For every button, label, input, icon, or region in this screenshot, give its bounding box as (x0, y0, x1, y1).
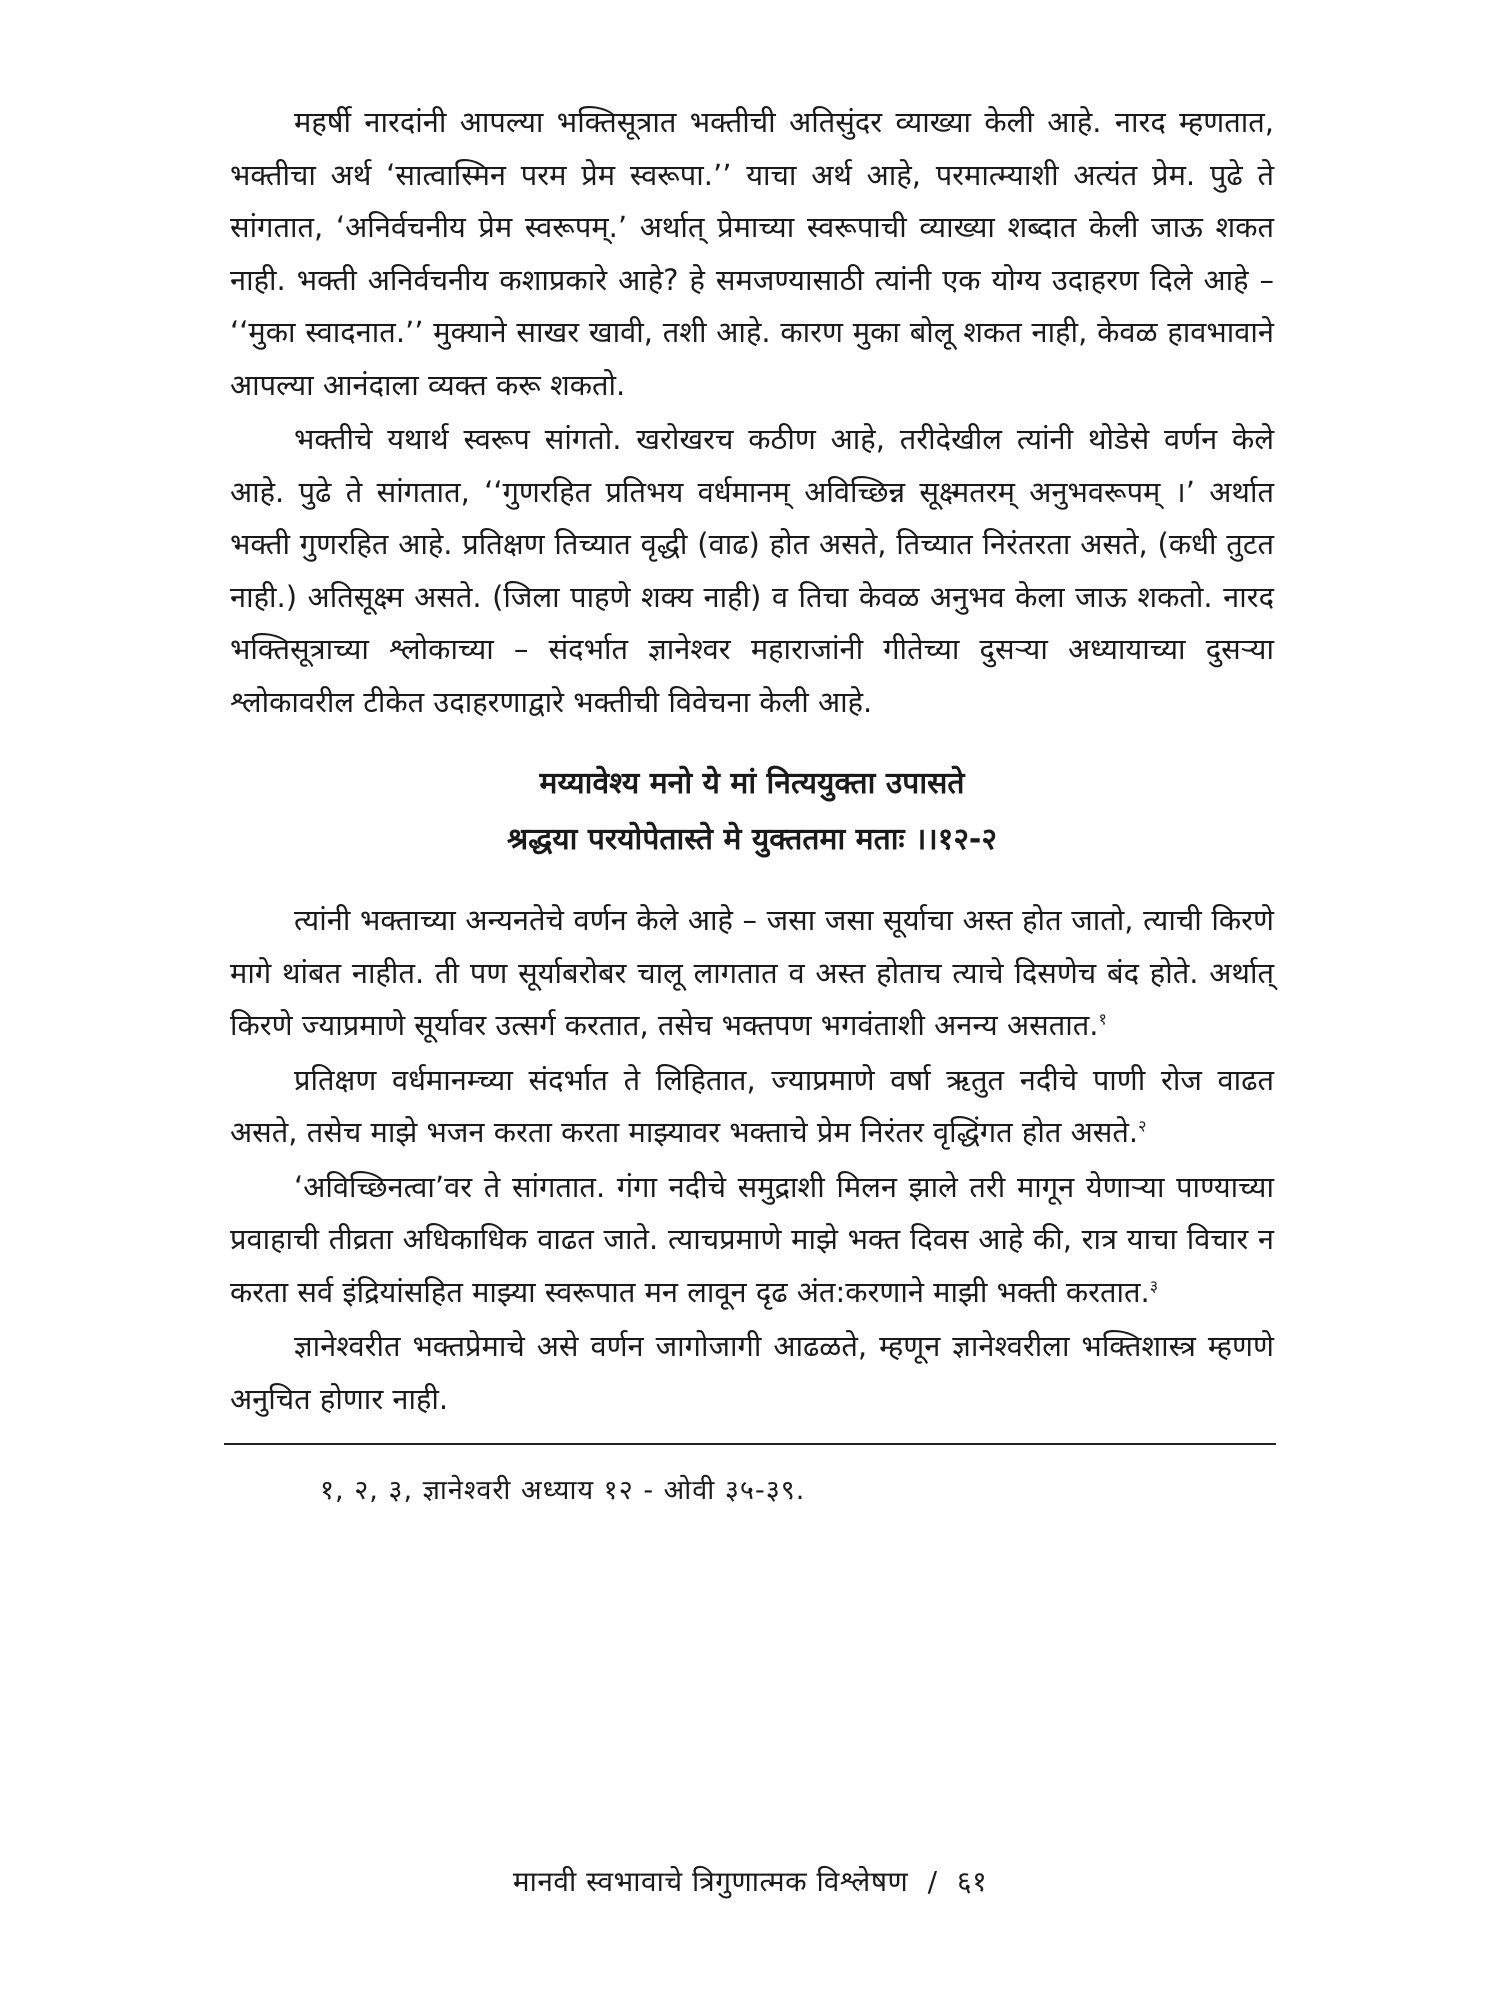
paragraph-narad-definition: महर्षी नारदांनी आपल्या भक्तिसूत्रात भक्तीची अतिसुंदर व्याख्या केली आहे. नारद म्हणतात, भक्तीचा अर्थ ‘सात्वास्मिन परम प्रेम स्वरूपा.’’ याचा अर्थ आहे, परमात्म्याशी अत्यंत प्रेम. पुढे ते सांगतात, ‘अनिर्वचनीय प्रेम स्वरूपम्.’ अर्थात् प्रेमाच्या स्वरूपाची व्याख्या शब्दात केली जाऊ शकत नाही. भक्ती अनिर्वचनीय कशाप्रकारे आहे? हे समजण्यासाठी त्यांनी एक योग्य उदाहरण दिले आहे – ‘‘मुका स्वादनात.’’ मुक्याने साखर खावी, तशी आहे. कारण मुका बोलू शकत नाही, केवळ हावभावाने आपल्या आनंदाला व्यक्त करू शकतो. (230, 105, 1274, 402)
footnote: १, २, ३, ज्ञानेश्वरी अध्याय १२ - ओवी ३५-३९. (320, 1475, 806, 1506)
paragraph-text: ज्ञानेश्वरीत भक्तप्रेमाचे असे वर्णन जागोजागी आढळते, म्हणून ज्ञानेश्वरीला भक्तिशास्त्र म्हणणे अनुचित होणार नाही. (230, 1329, 1274, 1416)
book-title: मानवी स्वभावाचे त्रिगुणात्मक विश्लेषण (512, 1865, 909, 1898)
verse-line-2: श्रद्धया परयोपेतास्ते मे युक्ततमा मताः ।।१२-२ (507, 822, 997, 857)
paragraph-text: ‘अविच्छिनत्वा’वर ते सांगतात. गंगा नदीचे समुद्राशी मिलन झाले तरी मागून येणाऱ्या पाण्याच्या प्रवाहाची तीव्रता अधिकाधिक वाढत जाते. त्याचप्रमाणे माझे भक्त दिवस आहे की, रात्र याचा विचार न करता सर्व इंद्रियांसहित माझ्या स्वरूपात मन लावून दृढ अंत:करणाने माझी भक्ती करतात. (230, 1169, 1274, 1309)
footer-separator: / (927, 1865, 938, 1898)
paragraph-ananyata (230, 894, 1274, 1052)
page-number: ६१ (957, 1865, 988, 1898)
page-body (230, 96, 1274, 1511)
paragraph-bhakti-nature: भक्तीचे यथार्थ स्वरूप सांगतो. खरोखरच कठीण आहे, तरीदेखील त्यांनी थोडेसे वर्णन केले आहे. पुढे ते सांगतात, ‘‘गुणरहित प्रतिभय वर्धमानम् अविच्छिन्न सूक्ष्मतरम् अनुभवरूपम् ।’ अर्थात भक्ती गुणरहित आहे. प्रतिक्षण तिच्यात वृद्धी (वाढ) होत असते, तिच्यात निरंतरता असते, (कधी तुटत नाही.) अतिसूक्ष्म असते. (जिला पाहणे शक्य नाही) व तिचा केवळ अनुभव केला जाऊ शकतो. नारद भक्तिसूत्राच्या श्लोकाच्या – संदर्भात ज्ञानेश्वर महाराजांनी गीतेच्या दुसऱ्या अध्यायाच्या दुसऱ्या श्लोकावरील टीकेत उदाहरणाद्वारे भक्तीची विवेचना केली आहे. (230, 422, 1274, 719)
verse-line-1: मय्यावेश्य मनो ये मां नित्ययुक्ता उपासते (539, 766, 965, 801)
paragraph-text: त्यांनी भक्ताच्या अन्यनतेचे वर्णन केले आहे – जसा जसा सूर्याचा अस्त होत जातो, त्याची किरणे मागे थांबत नाहीत. ती पण सूर्याबरोबर चालू लागतात व अस्त होताच त्याचे दिसणेच बंद होते. अर्थात् किरणे ज्याप्रमाणे सूर्यावर उत्सर्ग करतात, तसेच भक्तपण भगवंताशी अनन्य असतात. (230, 903, 1274, 1042)
paragraph-text: प्रतिक्षण वर्धमानम्च्या संदर्भात ते लिहितात, ज्याप्रमाणे वर्षा ऋतुत नदीचे पाणी रोज वाढत असते, तसेच माझे भजन करता करता माझ्यावर भक्ताचे प्रेम निरंतर वृद्धिंगत होत असते. (230, 1062, 1274, 1149)
page-footer (0, 1862, 1500, 1902)
footnote-marker: ३ (1149, 1275, 1159, 1295)
paragraph-avichhinatva (230, 1161, 1274, 1319)
paragraph-conclusion (230, 1320, 1274, 1425)
paragraph-vardhamanam (230, 1054, 1274, 1159)
footnote-marker: १ (1098, 1009, 1107, 1029)
footnote-divider (224, 1443, 1276, 1445)
gita-verse (230, 756, 1274, 868)
footnote-marker: २ (1138, 1116, 1147, 1136)
